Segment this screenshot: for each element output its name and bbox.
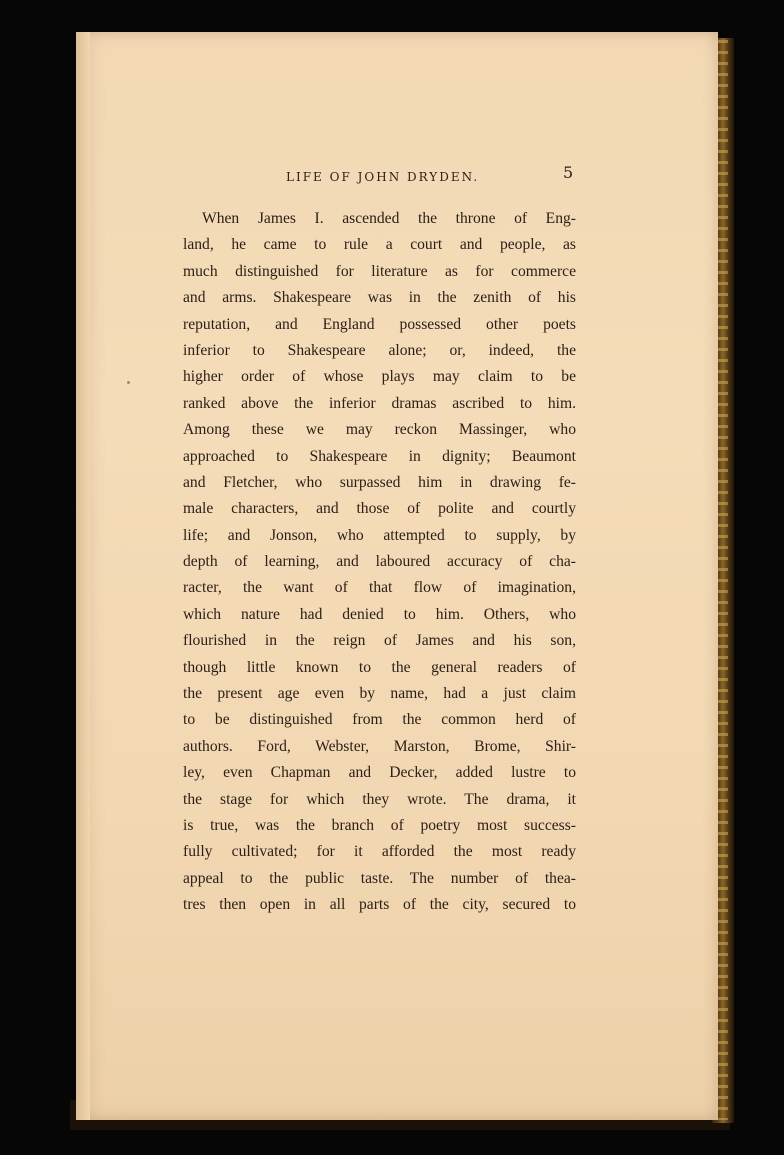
text-line: life; and Jonson, who attempted to supply, by bbox=[183, 526, 576, 544]
text-line: the present age even by name, had a just claim bbox=[183, 685, 576, 703]
text-line: is true, was the branch of poetry most success- bbox=[183, 816, 576, 834]
text-line: to be distinguished from the common herd of bbox=[183, 711, 576, 729]
text-line: tres then open in all parts of the city, secured to bbox=[183, 896, 576, 914]
text-line: much distinguished for literature as for commerce bbox=[183, 262, 576, 280]
text-line: racter, the want of that flow of imagination, bbox=[183, 579, 576, 597]
page-number: 5 bbox=[563, 163, 574, 182]
text-line: and arms. Shakespeare was in the zenith of his bbox=[183, 289, 576, 307]
text-line: flourished in the reign of James and his son, bbox=[183, 632, 576, 650]
text-line: Among these we may reckon Massinger, who bbox=[183, 421, 576, 439]
text-line: appeal to the public taste. The number of thea- bbox=[183, 869, 576, 887]
text-line: When James I. ascended the throne of Eng- bbox=[202, 210, 576, 227]
page-gutter bbox=[76, 32, 90, 1120]
text-line: though little known to the general readers of bbox=[183, 658, 576, 676]
text-line: depth of learning, and laboured accuracy of cha- bbox=[183, 553, 576, 571]
text-line: inferior to Shakespeare alone; or, indeed, the bbox=[183, 341, 576, 359]
paper-speck bbox=[127, 381, 130, 384]
text-line: and Fletcher, who surpassed him in drawing fe- bbox=[183, 473, 576, 491]
running-head: LIFE OF JOHN DRYDEN. bbox=[286, 170, 480, 184]
text-line: reputation, and England possessed other poets bbox=[183, 315, 576, 333]
text-line: authors. Ford, Webster, Marston, Brome, Shir- bbox=[183, 737, 576, 755]
text-line: the stage for which they wrote. The drama, it bbox=[183, 790, 576, 808]
text-line: which nature had denied to him. Others, who bbox=[183, 605, 576, 623]
text-line: land, he came to rule a court and people, as bbox=[183, 236, 576, 254]
body-text bbox=[183, 206, 576, 919]
text-line: approached to Shakespeare in dignity; Beaumont bbox=[183, 447, 576, 465]
text-line: fully cultivated; for it afforded the most ready bbox=[183, 843, 576, 861]
text-line: male characters, and those of polite and courtly bbox=[183, 500, 576, 518]
text-line: ranked above the inferior dramas ascribed to him. bbox=[183, 394, 576, 412]
text-line: ley, even Chapman and Decker, added lustre to bbox=[183, 764, 576, 782]
text-line: higher order of whose plays may claim to be bbox=[183, 368, 576, 386]
